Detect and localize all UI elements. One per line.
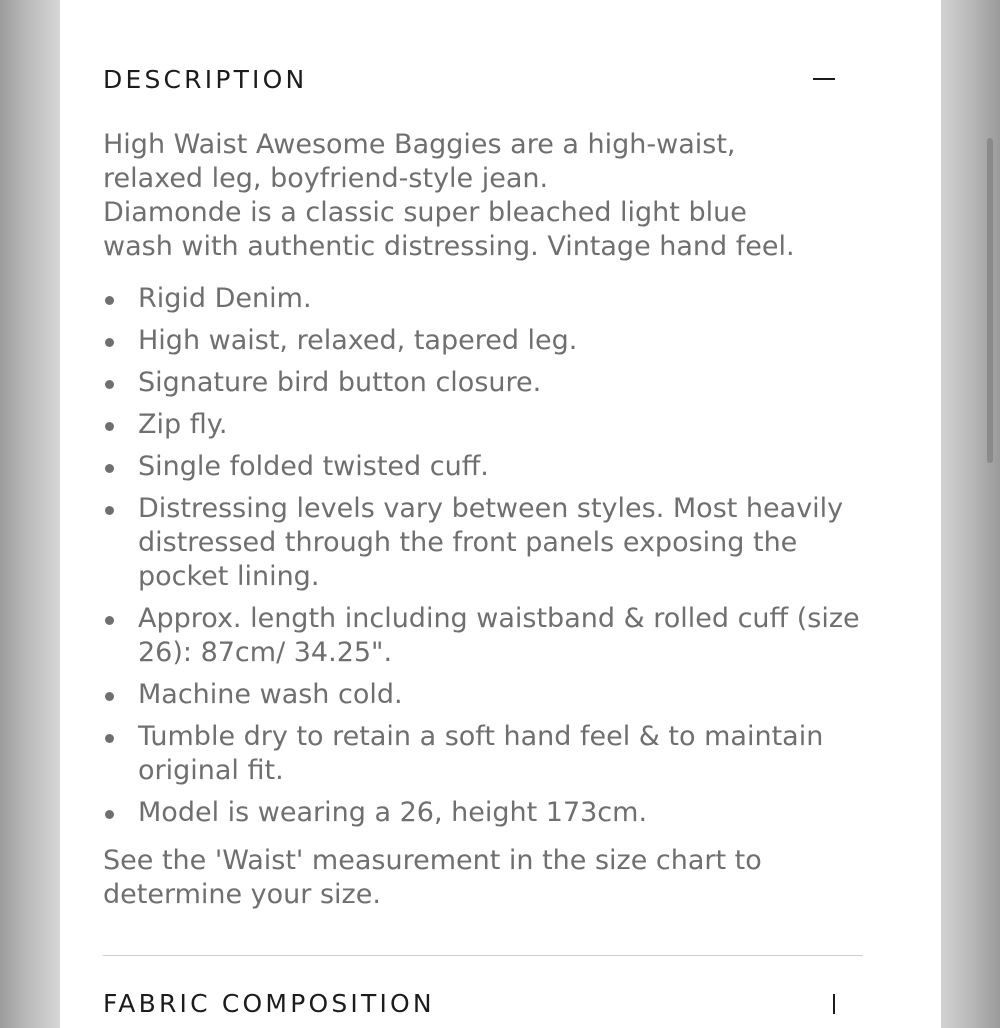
list-item	[103, 282, 863, 316]
section-divider	[103, 955, 863, 956]
list-item-text: Machine wash cold.	[138, 679, 403, 710]
description-intro	[103, 128, 863, 264]
description-accordion-header[interactable]	[103, 60, 835, 100]
bullet-icon	[105, 506, 114, 515]
intro-line: wash with authentic distressing. Vintage hand feel.	[103, 231, 795, 262]
list-item-text: Approx. length including waistband & rolled cuff (size 26): 87cm/ 34.25".	[138, 603, 860, 668]
list-item-text: Signature bird button closure.	[138, 367, 542, 398]
bullet-icon	[105, 338, 114, 347]
bullet-icon	[105, 464, 114, 473]
list-item	[103, 366, 863, 400]
list-item	[103, 678, 863, 712]
feature-list	[103, 282, 863, 830]
bullet-icon	[105, 380, 114, 389]
bullet-icon	[105, 296, 114, 305]
list-item	[103, 324, 863, 358]
intro-line: Diamonde is a classic super bleached light blue	[103, 197, 747, 228]
list-item-text: Model is wearing a 26, height 173cm.	[138, 797, 648, 828]
scrollbar-thumb[interactable]	[987, 138, 993, 463]
bullet-icon	[105, 734, 114, 743]
description-content	[103, 128, 863, 912]
product-details-panel	[60, 0, 941, 1018]
list-item-text: High waist, relaxed, tapered leg.	[138, 325, 578, 356]
list-item	[103, 492, 863, 594]
list-item-text: Zip fly.	[138, 409, 228, 440]
fabric-composition-title: FABRIC COMPOSITION	[103, 989, 435, 1018]
list-item-text: Tumble dry to retain a soft hand feel & to maintain original fit.	[138, 721, 824, 786]
fabric-composition-accordion-header[interactable]	[103, 988, 835, 1028]
plus-icon[interactable]	[833, 994, 835, 1014]
description-title: DESCRIPTION	[103, 65, 308, 94]
list-item-text: Distressing levels vary between styles. Most heavily distressed through the front panels exposing the pocket lining.	[138, 493, 844, 592]
list-item	[103, 602, 863, 670]
list-item-text: Single folded twisted cuff.	[138, 451, 489, 482]
intro-line: High Waist Awesome Baggies are a high-waist,	[103, 129, 736, 160]
list-item	[103, 796, 863, 830]
bullet-icon	[105, 810, 114, 819]
list-item	[103, 720, 863, 788]
list-item	[103, 408, 863, 442]
minus-icon[interactable]	[813, 78, 835, 80]
bullet-icon	[105, 692, 114, 701]
list-item	[103, 450, 863, 484]
bullet-icon	[105, 616, 114, 625]
bullet-icon	[105, 422, 114, 431]
list-item-text: Rigid Denim.	[138, 283, 312, 314]
intro-line: relaxed leg, boyfriend-style jean.	[103, 163, 549, 194]
size-note: See the 'Waist' measurement in the size chart to determine your size.	[103, 845, 762, 910]
